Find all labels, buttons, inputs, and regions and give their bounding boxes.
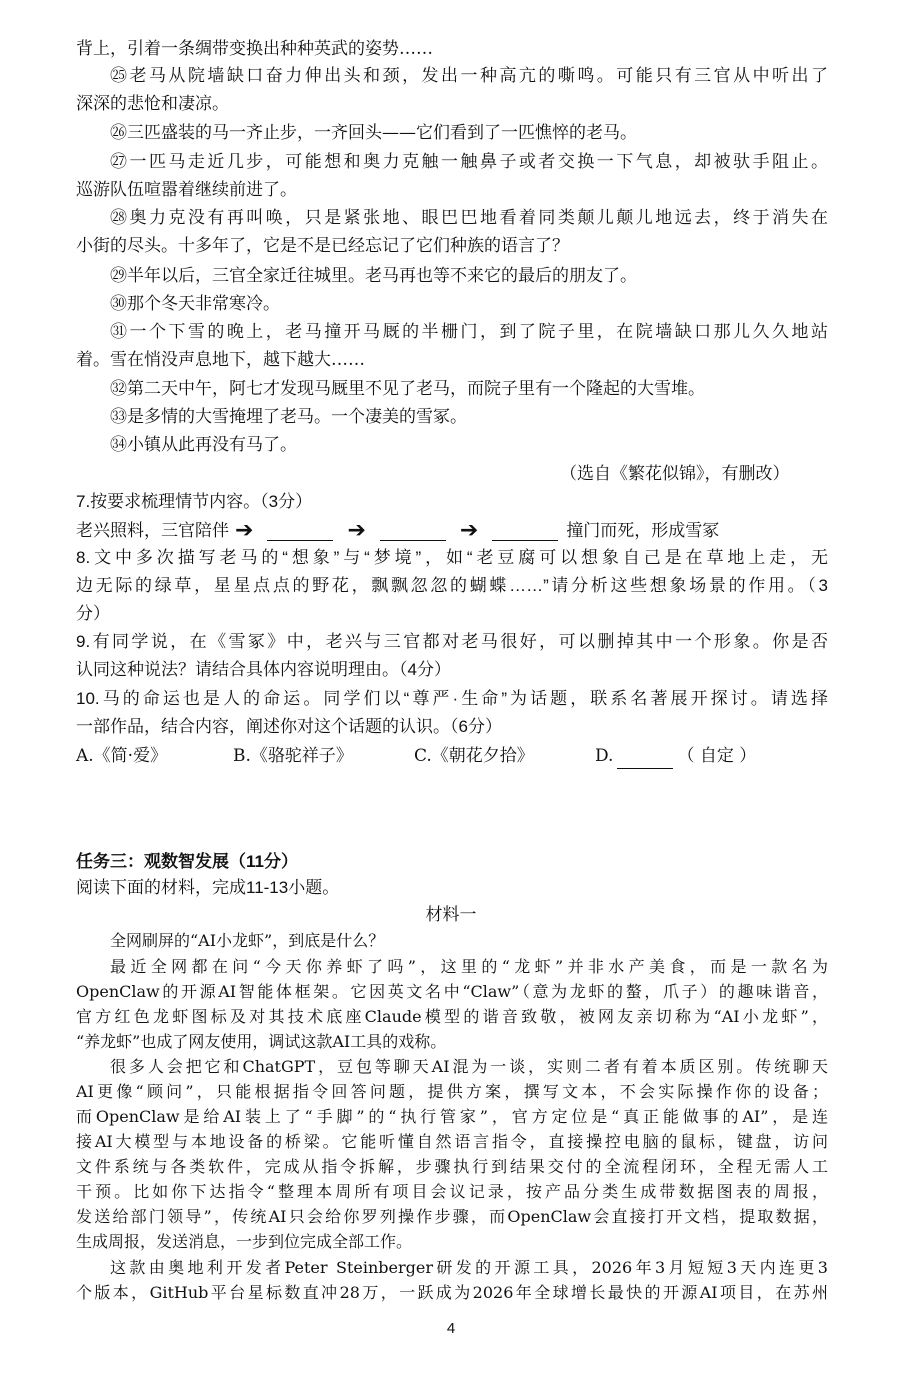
story-line: ㉗一匹马走近几步，可能想和奥力克触一触鼻子或者交换一下气息，却被驮手阻止。 xyxy=(110,152,828,172)
story-source: （选自《繁花似锦》，有删改） xyxy=(560,464,790,484)
story-line: ㉕老马从院墙缺口奋力伸出头和颈，发出一种高亢的嘶鸣。可能只有三官从中听出了 xyxy=(110,66,828,86)
question-10-line: 10.马的命运也是人的命运。同学们以“尊严·生命”为话题，联系名著展开探讨。请选择 xyxy=(76,689,828,708)
option-d[interactable] xyxy=(595,743,756,769)
story-line: ㉝是多情的大雪掩埋了老马。一个凄美的雪冢。 xyxy=(110,407,467,427)
story-line: ㉛一个下雪的晚上，老马撞开马厩的半栅门，到了院子里，在院墙缺口那儿久久地站 xyxy=(110,322,828,342)
option-d-suffix: （ 自定 ） xyxy=(677,746,757,766)
right-arrow-icon: ➔ xyxy=(347,518,366,543)
question-8-line: 分） xyxy=(76,604,110,623)
material-title: 材料一 xyxy=(425,905,477,924)
story-line: ㉘奥力克没有再叫唤，只是紧张地、眼巴巴地看着同类颠儿颠儿地远去，终于消失在 xyxy=(110,208,828,228)
material-line: OpenClaw的开源AI智能体框架。它因英文名中“Claw”（意为龙虾的螯，爪子）的趣味谐音， xyxy=(76,982,828,1001)
answer-blank-3[interactable] xyxy=(492,522,558,541)
answer-blank-1[interactable] xyxy=(267,522,333,541)
story-line: ㉚那个冬天非常寒冷。 xyxy=(110,294,280,314)
option-d-prefix: D. xyxy=(595,746,614,766)
material-line: AI更像“顾问”，只能根据指令回答问题，提供方案，撰写文本，不会实际操作你的设备； xyxy=(76,1082,828,1101)
right-arrow-icon: ➔ xyxy=(235,518,254,543)
material-line: 最近全网都在问“今天你养虾了吗”，这里的“龙虾”并非水产美食，而是一款名为 xyxy=(110,957,828,976)
material-line: 全网刷屏的“AI小龙虾”，到底是什么？ xyxy=(110,931,385,950)
right-arrow-icon: ➔ xyxy=(459,518,479,543)
page-number: 4 xyxy=(446,1320,456,1337)
question-7-flow xyxy=(76,518,719,544)
story-line: ㉙半年以后，三官全家迁往城里。老马再也等不来它的最后的朋友了。 xyxy=(110,266,637,286)
story-line: 着。雪在悄没声息地下，越下越大…… xyxy=(76,350,365,370)
question-8-line: 8.文中多次描写老马的“想象”与“梦境”，如“老豆腐可以想象自己是在草地上走，无 xyxy=(76,548,828,567)
material-line: 很多人会把它和ChatGPT，豆包等聊天AI混为一谈，实则二者有着本质区别。传统聊天 xyxy=(110,1057,828,1076)
material-line: 发送给部门领导”，传统AI只会给你罗列操作步骤，而OpenClaw会直接打开文档，提取数据， xyxy=(76,1207,828,1226)
material-line: “养龙虾”也成了网友使用，调试这款AI工具的戏称。 xyxy=(76,1032,447,1051)
option-a[interactable]: A.《简·爱》 xyxy=(76,746,168,766)
question-9-line: 认同这种说法？请结合具体内容说明理由。（4分） xyxy=(76,660,451,679)
material-line: 而OpenClaw是给AI装上了“手脚”的“执行管家”，官方定位是“真正能做事的AI”，是连 xyxy=(76,1107,828,1126)
material-line: 文件系统与各类软件，完成从指令拆解，步骤执行到结果交付的全流程闭环，全程无需人工 xyxy=(76,1157,828,1176)
option-b[interactable]: B.《骆驼祥子》 xyxy=(233,746,353,766)
material-line: 这款由奥地利开发者Peter Steinberger研发的开源工具，2026年3月短短3天内连更3 xyxy=(110,1258,828,1277)
question-9-line: 9.有同学说，在《雪冢》中，老兴与三官都对老马很好，可以删掉其中一个形象。你是否 xyxy=(76,632,828,651)
material-line: 接AI大模型与本地设备的桥梁。它能听懂自然语言指令，直接操控电脑的鼠标，键盘，访问 xyxy=(76,1132,828,1151)
material-line: 干预。比如你下达指令“整理本周所有项目会议记录，按产品分类生成带数据图表的周报， xyxy=(76,1182,828,1201)
option-c[interactable]: C.《朝花夕拾》 xyxy=(414,746,534,766)
story-line: ㉜第二天中午，阿七才发现马厩里不见了老马，而院子里有一个隆起的大雪堆。 xyxy=(110,379,705,399)
story-line: 背上，引着一条绸带变换出种种英武的姿势…… xyxy=(76,39,433,59)
story-line: ㉖三匹盛装的马一齐止步，一齐回头——它们看到了一匹憔悴的老马。 xyxy=(110,123,637,143)
task3-instruction: 阅读下面的材料，完成11-13小题。 xyxy=(76,878,340,897)
material-line: 官方红色龙虾图标及对其技术底座Claude模型的谐音致敬，被网友亲切称为“AI小龙虾”， xyxy=(76,1007,828,1026)
option-d-blank[interactable] xyxy=(617,750,673,769)
flow-end: 撞门而死，形成雪冢 xyxy=(566,521,720,541)
question-7-title: 7.按要求梳理情节内容。（3分） xyxy=(76,492,313,511)
story-line: 深深的悲怆和凄凉。 xyxy=(76,94,229,114)
flow-start: 老兴照料，三官陪伴 xyxy=(76,521,229,541)
material-line: 个版本，GitHub平台星标数直冲28万，一跃成为2026年全球增长最快的开源AI项目，在苏州 xyxy=(76,1283,828,1302)
question-8-line: 边无际的绿草，星星点点的野花，飘飘忽忽的蝴蝶……”请分析这些想象场景的作用。（3 xyxy=(76,576,828,595)
story-line: 巡游队伍喧嚣着继续前进了。 xyxy=(76,180,297,200)
story-line: ㉞小镇从此再没有马了。 xyxy=(110,435,297,455)
question-10-line: 一部作品，结合内容，阐述你对这个话题的认识。（6分） xyxy=(76,717,502,736)
answer-blank-2[interactable] xyxy=(380,522,446,541)
material-line: 生成周报，发送消息，一步到位完成全部工作。 xyxy=(76,1232,413,1251)
story-line: 小街的尽头。十多年了，它是不是已经忘记了它们种族的语言了？ xyxy=(76,236,569,256)
task3-title: 任务三：观数智发展（11分） xyxy=(76,852,298,871)
